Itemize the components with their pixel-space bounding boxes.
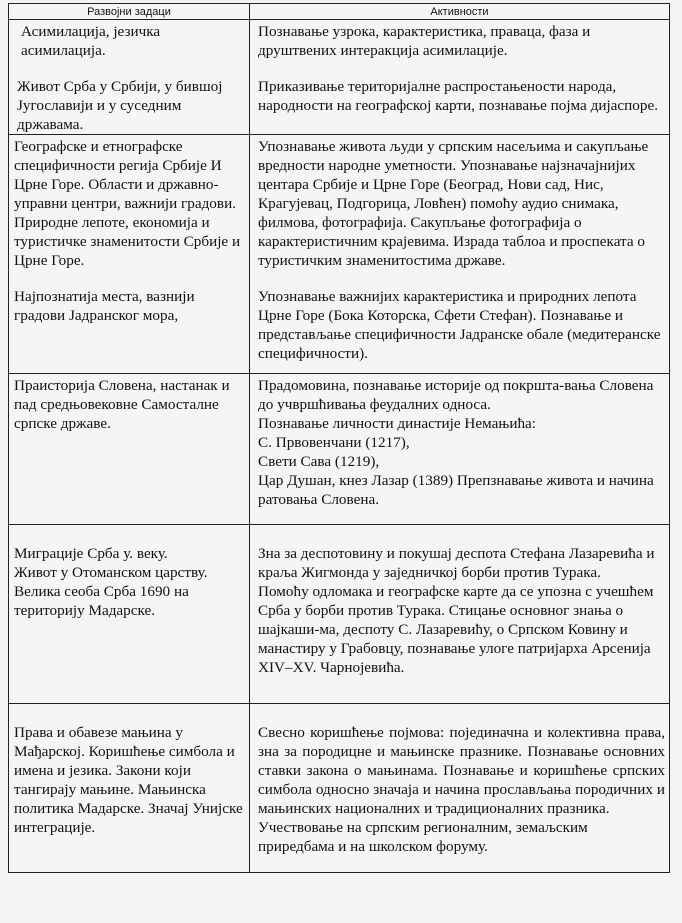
- cell-paragraph: Свети Сава (1219),: [258, 453, 380, 470]
- cell-paragraph: Свесно коришћење појмова: појединачна и колективна права, зна за породицне и мањинске празнике. Познавање основних ставки закона о мањинама. Познавање и коришћење српских симбола односно значаја и начина прослављања породичних и мањинских националних и традиционалних празника.: [258, 724, 665, 817]
- activity-cell: [250, 704, 670, 873]
- cell-paragraph: Живот у Отоманском царству.: [14, 564, 208, 581]
- table-row: [9, 135, 670, 374]
- cell-paragraph: Миграције Срба у. веку.: [14, 545, 168, 562]
- table-row: [9, 525, 670, 704]
- column-header-tasks: Развојни задаци: [9, 4, 250, 20]
- cell-paragraph: Цар Душан, кнез Лазар (1389) Препзнавање живота и начина ратовања Словена.: [258, 472, 654, 508]
- cell-paragraph: Упознавање важнијих карактеристика и природних лепота Црне Горе (Бока Которска, Сфети Стефан). Познавање и представљање специфичности Јадранске обале (медитеранске специфичности).: [258, 288, 661, 362]
- cell-paragraph: Зна за деспотовину и покушај деспота Стефана Лазаревића и краља Жигмонда у заједничкој борби против Турака.: [258, 545, 655, 581]
- column-header-activities: Активности: [250, 4, 670, 20]
- cell-paragraph: С. Првовенчани (1217),: [258, 434, 410, 451]
- task-cell: [9, 704, 250, 873]
- table-row: [9, 704, 670, 873]
- cell-paragraph: Праисторија Словена, настанак и пад средњовековне Самосталне српске државе.: [14, 377, 230, 432]
- task-cell: [9, 525, 250, 704]
- cell-paragraph: Упознавање живота људи у српским насељима и сакупљање вредности народне уметности. Упознавање најзначајнијих центара Србије и Црне Горе (Београд, Нови сад, Нис, Крагујевац, Подгорица, Ловћен) помоћу аудио снимака, филмова, фотографија. Сакупљање фотографија о карактеристичним крајевима. Израда таблоа и проспеката о туристичким знаменитостима државе.: [258, 138, 649, 269]
- curriculum-table: [8, 3, 670, 873]
- cell-paragraph: Најпознатија места, вазнији градови Јадранског мора,: [14, 288, 195, 324]
- cell-paragraph: Помоћу одломака и географске карте да се упозна с учешћем Срба у борби против Турака. Стицање основног знања о шајкаши-ма, деспоту С. Лазаревићу, о Српском Ковину и манастиру у Грабовцу, познавање улоге патријарха Арсенија XIV–XV. Чарнојевића.: [258, 583, 654, 676]
- task-cell: [9, 135, 250, 374]
- cell-paragraph: Познавање личности династије Немањића:: [258, 415, 537, 432]
- cell-paragraph: Прадомовина, познавање историје од покршта-вања Словена до учвршћивања феудалних односа.: [258, 377, 654, 413]
- activity-cell: [250, 525, 670, 704]
- cell-paragraph: Учествовање на српским регионалним, земаљским приредбама и на школском форуму.: [258, 819, 588, 855]
- cell-paragraph: Познавање узрока, карактеристика, праваца, фаза и друштвених интеракција асимилације.: [258, 23, 591, 59]
- cell-paragraph: Асимилација, језичка асимилација.: [21, 23, 161, 59]
- cell-paragraph: Живот Срба у Србији, у бившој Југославији и у суседним државама.: [17, 78, 223, 133]
- cell-paragraph: Велика сеоба Срба 1690 на територију Мадарске.: [14, 583, 189, 619]
- document-page: [8, 3, 669, 887]
- activity-cell: [250, 20, 670, 135]
- cell-paragraph: Географске и етнографске специфичности регија Србије И Црне Горе. Области и државно-управни центри, важнији градови. Природне лепоте, економија и туристичке знаменитости Србије и Црне Горе.: [14, 138, 241, 269]
- table-row: [9, 374, 670, 525]
- activity-cell: [250, 135, 670, 374]
- table-header-row: [9, 4, 670, 20]
- activity-cell: [250, 374, 670, 525]
- cell-paragraph: Приказивање територијалне распростањености народа, народности на географској карти, познавање појма дијаспоре.: [258, 78, 658, 114]
- table-row: [9, 20, 670, 135]
- task-cell: [9, 20, 250, 135]
- task-cell: [9, 374, 250, 525]
- cell-paragraph: Права и обавезе мањина у Мађарској. Коришћење симбола и имена и језика. Закони који тангирају мањине. Мањинска политика Мадарске. Значај Унијске интеграције.: [14, 724, 243, 836]
